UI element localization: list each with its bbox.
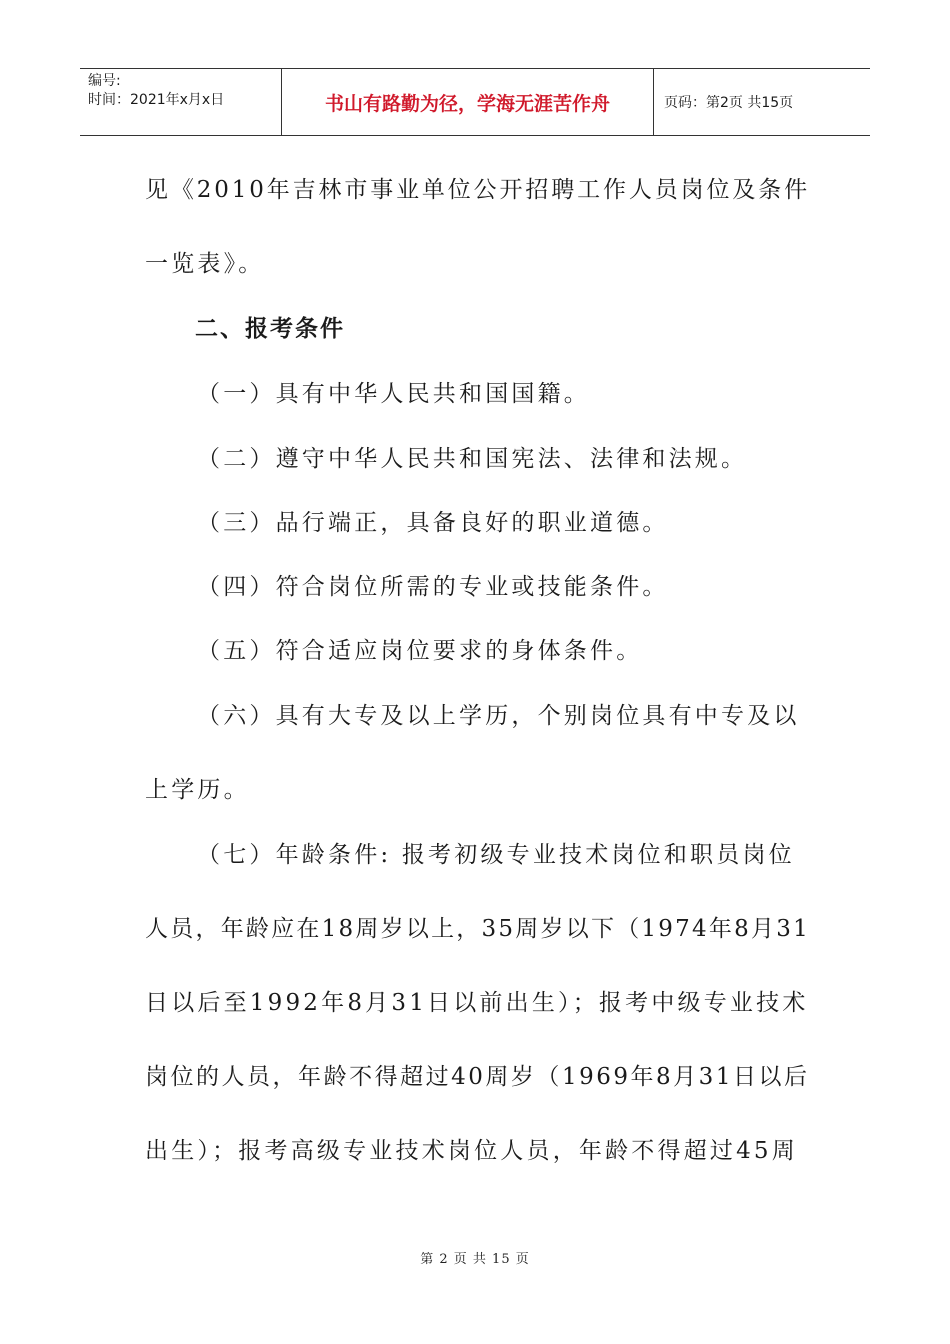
paragraph-line: 一览表》。 xyxy=(145,251,265,277)
paragraph-line: （六）具有大专及以上学历，个别岗位具有中专及以 xyxy=(197,703,800,729)
paragraph-line: 人员，年龄应在18周岁以上，35周岁以下（1974年8月31 xyxy=(145,916,810,942)
paragraph-line: （一）具有中华人民共和国国籍。 xyxy=(197,381,590,407)
document-number-label: 编号: xyxy=(88,73,121,89)
header-motto: 书山有路勤为径，学海无涯苦作舟 xyxy=(282,69,654,135)
section-heading: 二、报考条件 xyxy=(195,316,345,342)
header-page-info: 页码：第2页 共15页 xyxy=(664,95,794,111)
paragraph-line: 见《2010年吉林市事业单位公开招聘工作人员岗位及条件 xyxy=(145,177,810,203)
paragraph-line: （四）符合岗位所需的专业或技能条件。 xyxy=(197,574,669,600)
paragraph-line: 岗位的人员，年龄不得超过40周岁（1969年8月31日以后 xyxy=(145,1064,810,1090)
paragraph-line: （七）年龄条件: 报考初级专业技术岗位和职员岗位 xyxy=(197,842,795,868)
paragraph-line: （三）品行端正，具备良好的职业道德。 xyxy=(197,510,669,536)
document-time-label: 时间：2021年x月x日 xyxy=(88,92,225,108)
paragraph-line: （五）符合适应岗位要求的身体条件。 xyxy=(197,638,643,664)
page-footer: 第 2 页 共 15 页 xyxy=(420,1252,530,1267)
paragraph-line: 日以后至1992年8月31日以前出生）；报考中级专业技术 xyxy=(145,990,809,1016)
paragraph-line: 出生）；报考高级专业技术岗位人员，年龄不得超过45周 xyxy=(145,1138,798,1164)
paragraph-line: 上学历。 xyxy=(145,777,250,803)
paragraph-line: （二）遵守中华人民共和国宪法、法律和法规。 xyxy=(197,446,748,472)
